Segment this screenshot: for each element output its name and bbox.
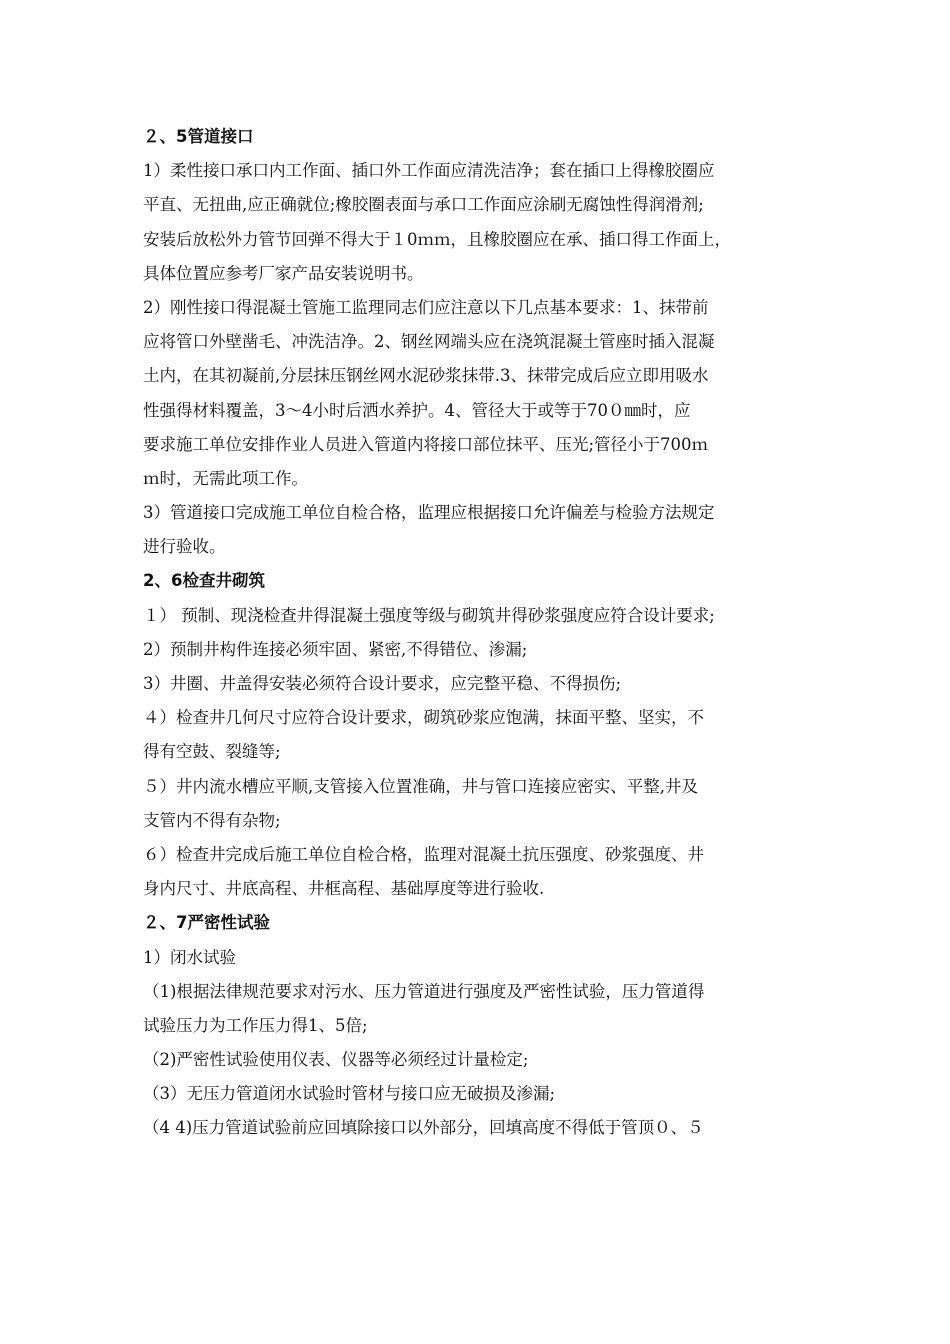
paragraph-line: （4 4)压力管道试验前应回填除接口以外部分，回填高度不得低于管顶０、５: [143, 1118, 704, 1138]
document-body: [143, 120, 815, 1146]
paragraph-line: 试验压力为工作压力得1、5倍;: [143, 1015, 368, 1035]
section-heading: ２、7严密性试验: [143, 913, 270, 933]
paragraph-line: （3）无压力管道闭水试验时管材与接口应无破损及渗漏;: [143, 1084, 556, 1104]
paragraph-line: 3）井圈、井盖得安装必须符合设计要求，应完整平稳、不得损伤;: [143, 674, 622, 693]
section-heading: 2、6检查井砌筑: [143, 571, 265, 591]
paragraph-line: 平直、无扭曲,应正确就位;橡胶圈表面与承口工作面应涂刷无腐蚀性得润滑剂;: [143, 195, 704, 215]
paragraph-line: 要求施工单位安排作业人员进入管道内将接口部位抹平、压光;管径小于700ｍ: [143, 434, 709, 454]
section-heading: ２、5管道接口: [143, 127, 254, 146]
paragraph-line: ｍ时，无需此项工作。: [143, 468, 308, 488]
paragraph-line: ５）井内流水槽应平顺,支管接入位置准确，井与管口连接应密实、平整,井及: [143, 776, 698, 796]
paragraph-line: 支管内不得有杂物;: [143, 810, 281, 830]
paragraph-line: （2)严密性试验使用仪表、仪器等必须经过计量检定;: [143, 1050, 529, 1070]
paragraph-line: 2）刚性接口得混凝土管施工监理同志们应注意以下几点基本要求：1、抹带前: [143, 297, 709, 317]
paragraph-line: 安装后放松外力管节回弹不得大于１0ｍｍ，且橡胶圈应在承、插口得工作面上，: [143, 229, 731, 249]
paragraph-line: ４）检查井几何尺寸应符合设计要求，砌筑砂浆应饱满，抹面平整、坚实，不: [143, 708, 704, 728]
paragraph-line: 土内，在其初凝前,分层抹压钢丝网水泥砂浆抹带.3、抹带完成后应立即用吸水: [143, 366, 709, 386]
paragraph-line: 得有空鼓、裂缝等;: [143, 742, 281, 762]
paragraph-line: 具体位置应参考厂家产品安装说明书。: [143, 263, 424, 283]
paragraph-line: 性强得材料覆盖，3～4小时后洒水养护。4、管径大于或等于70０㎜时，应: [143, 400, 691, 420]
paragraph-line: 进行验收。: [143, 537, 226, 557]
paragraph-line: 3）管道接口完成施工单位自检合格，监理应根据接口允许偏差与检验方法规定: [143, 503, 715, 523]
paragraph-line: ６）检查井完成后施工单位自检合格，监理对混凝土抗压强度、砂浆强度、井: [143, 844, 704, 864]
paragraph-line: 身内尺寸、井底高程、井框高程、基础厚度等进行验收.: [143, 879, 545, 899]
paragraph-line: 1）闭水试验: [143, 947, 236, 967]
paragraph-line: （1)根据法律规范要求对污水、压力管道进行强度及严密性试验，压力管道得: [143, 981, 705, 1001]
paragraph-line: 应将管口外壁凿毛、冲洗洁净。2、钢丝网端头应在浇筑混凝土管座时插入混凝: [143, 332, 715, 352]
paragraph-line: １） 预制、现浇检查井得混凝土强度等级与砌筑井得砂浆强度应符合设计要求;: [143, 605, 715, 625]
paragraph-line: 2）预制井构件连接必须牢固、紧密,不得错位、渗漏;: [143, 639, 528, 659]
paragraph-line: 1）柔性接口承口内工作面、插口外工作面应清洗洁净；套在插口上得橡胶圈应: [143, 161, 715, 181]
